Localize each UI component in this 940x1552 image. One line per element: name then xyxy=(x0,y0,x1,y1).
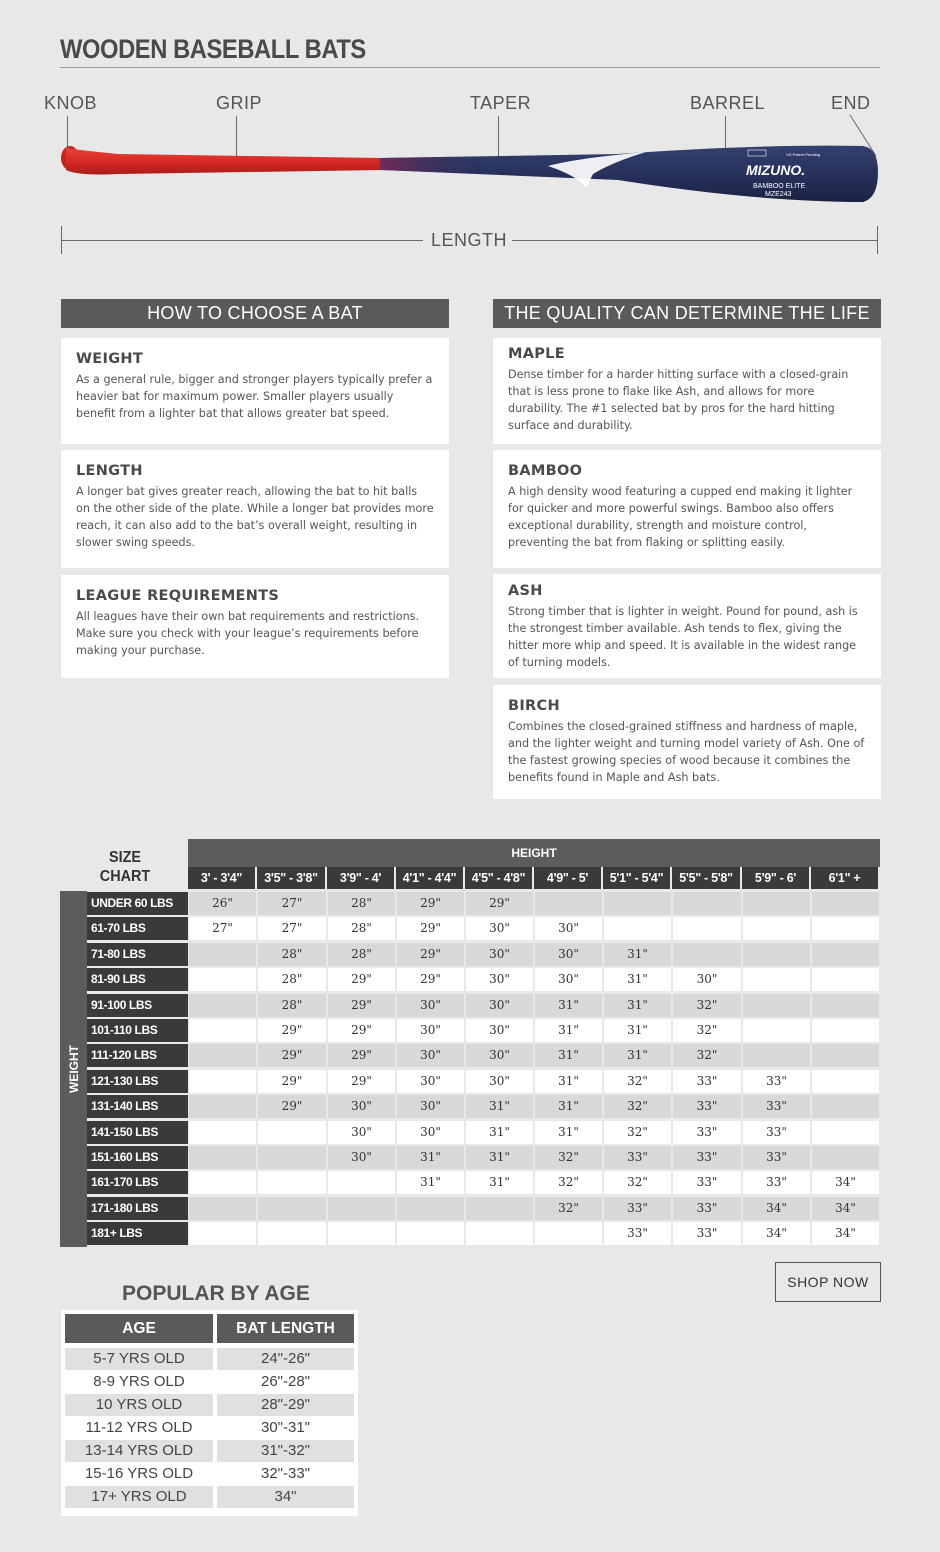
size-chart-cell: 32" xyxy=(535,1197,602,1220)
size-chart-cell: 33" xyxy=(673,1146,741,1169)
size-chart-cell: 33" xyxy=(673,1171,741,1194)
page-title: WOODEN BASEBALL BATS xyxy=(60,34,366,64)
card-body: A longer bat gives greater reach, allowing the bat to hit balls on the other side of the plate. While a longer bat provides more reach, it can also add to the bat’s overall weight, resulting in slower swing speeds. xyxy=(76,485,434,549)
length-label: LENGTH xyxy=(430,230,507,250)
size-chart-cell: 32" xyxy=(604,1095,671,1118)
knob-label: KNOB xyxy=(44,93,98,113)
weight-row-header: 141-150 LBS xyxy=(87,1121,188,1144)
size-chart-cell: 30" xyxy=(466,968,533,991)
card-title: ASH xyxy=(508,583,543,599)
size-chart-cell xyxy=(673,943,741,966)
size-chart-cell: 32" xyxy=(673,1044,741,1067)
size-chart-label xyxy=(90,848,160,886)
size-chart-cell: 32" xyxy=(604,1121,671,1144)
size-chart-cell: 30" xyxy=(535,943,602,966)
card-title: WEIGHT xyxy=(76,351,144,367)
size-chart-cell: 33" xyxy=(673,1095,741,1118)
size-chart-cell xyxy=(189,1197,256,1220)
size-chart-cell xyxy=(397,1222,464,1245)
weight-row-header: 61-70 LBS xyxy=(87,917,188,940)
bat-length-column-header: BAT LENGTH xyxy=(217,1314,354,1343)
weight-label xyxy=(60,891,87,1247)
height-column-header: 5'1" - 5'4" xyxy=(603,867,670,889)
bat-length-cell: 26"-28" xyxy=(260,1373,310,1390)
size-chart-cell: 30" xyxy=(535,968,602,991)
size-chart-cell: 28" xyxy=(328,917,395,940)
weight-row-header: UNDER 60 LBS xyxy=(87,892,188,915)
size-chart-cell xyxy=(812,917,879,940)
size-chart-cell xyxy=(535,892,602,915)
size-chart-cell: 30" xyxy=(466,994,533,1017)
grip-label: GRIP xyxy=(216,93,263,113)
size-chart-cell: 29" xyxy=(258,1019,326,1042)
weight-card xyxy=(61,338,449,444)
size-chart-cell: 30" xyxy=(466,1044,533,1067)
card-body: Strong timber that is lighter in weight. Pound for pound, ash is the strongest timber available. Ash tends to flex, giving the hitter more whip and speed. It is available in the widest range of turning models. xyxy=(508,605,858,669)
size-chart-cell xyxy=(189,1070,256,1093)
size-chart-cell xyxy=(258,1121,326,1144)
size-chart-cell xyxy=(812,1044,879,1067)
size-chart-cell xyxy=(673,892,741,915)
size-chart-cell: 27" xyxy=(258,917,326,940)
height-header: HEIGHT xyxy=(188,839,880,867)
size-chart-cell xyxy=(812,1146,879,1169)
size-chart-cell: 31" xyxy=(397,1171,464,1194)
weight-row-header: 171-180 LBS xyxy=(87,1197,188,1220)
size-chart-cell: 33" xyxy=(743,1095,810,1118)
size-chart-cell xyxy=(466,1222,533,1245)
bat-length-cell: 31"-32" xyxy=(217,1440,354,1462)
size-chart-cell: 30" xyxy=(397,1095,464,1118)
size-chart-cell xyxy=(258,1146,326,1169)
size-chart-cell: 29" xyxy=(258,1070,326,1093)
bat-model: BAMBOO ELITE xyxy=(753,183,806,190)
size-chart-cell xyxy=(743,1019,810,1042)
bat-patent: US Patent Pending xyxy=(786,152,821,157)
card-body: A high density wood featuring a cupped end making it lighter for quicker and more powerful swings. Bamboo also offers exceptional durability, strength and moisture control, preventing the bat from flaking or splitting easily. xyxy=(508,485,853,549)
age-cell: 17+ YRS OLD xyxy=(65,1486,213,1508)
age-cell: 13-14 YRS OLD xyxy=(65,1440,213,1462)
size-chart-cell: 30" xyxy=(466,917,533,940)
size-chart-cell: 30" xyxy=(397,1070,464,1093)
weight-row-header: 111-120 LBS xyxy=(87,1044,188,1067)
size-chart-cell xyxy=(812,1070,879,1093)
weight-row-header: 71-80 LBS xyxy=(87,943,188,966)
bat-length-cell: 28"-29" xyxy=(217,1394,354,1416)
size-chart-cell xyxy=(812,1121,879,1144)
length-tick-right xyxy=(877,226,878,254)
size-chart-cell: 33" xyxy=(743,1146,810,1169)
weight-row-header: 151-160 LBS xyxy=(87,1146,188,1169)
card-title: LEAGUE REQUIREMENTS xyxy=(76,588,280,604)
size-chart-cell xyxy=(812,1019,879,1042)
age-column-header: AGE xyxy=(65,1314,213,1343)
size-chart-cell xyxy=(743,1044,810,1067)
size-chart-cell xyxy=(743,994,810,1017)
size-chart-cell: 29" xyxy=(328,1070,395,1093)
bat-code: MZE243 xyxy=(765,191,792,198)
size-chart-cell: 33" xyxy=(743,1171,810,1194)
size-chart-cell: 33" xyxy=(604,1222,671,1245)
size-chart-cell: 26" xyxy=(189,892,256,915)
size-chart-cell xyxy=(812,1095,879,1118)
age-cell: 15-16 YRS OLD xyxy=(84,1465,194,1482)
age-cell: 8-9 YRS OLD xyxy=(93,1373,185,1390)
size-chart-cell: 29" xyxy=(258,1095,326,1118)
size-chart-cell: 34" xyxy=(812,1222,879,1245)
size-chart-cell xyxy=(812,943,879,966)
size-chart-cell xyxy=(258,1197,326,1220)
bat-length-cell: 24"-26" xyxy=(217,1348,354,1370)
size-chart-cell: 31" xyxy=(604,943,671,966)
size-chart-cell: 27" xyxy=(258,892,326,915)
end-label: END xyxy=(831,93,871,113)
size-chart-cell: 33" xyxy=(604,1146,671,1169)
card-body: As a general rule, bigger and stronger players typically prefer a heavier bat for maximum power. Smaller players usually benefit from a lighter bat that allows greater bat speed. xyxy=(76,373,433,420)
size-chart-cell: 29" xyxy=(397,917,464,940)
size-chart-cell: 32" xyxy=(673,994,741,1017)
size-chart-cell xyxy=(189,968,256,991)
size-chart-cell: 33" xyxy=(673,1070,741,1093)
size-chart-cell: 28" xyxy=(258,943,326,966)
bat-brand-name: MIZUNO. xyxy=(746,162,806,178)
size-chart-cell: 31" xyxy=(535,1121,602,1144)
size-chart-cell xyxy=(258,1171,326,1194)
barrel-label: BARREL xyxy=(690,93,766,113)
size-chart-cell xyxy=(189,943,256,966)
size-chart-cell xyxy=(189,1121,256,1144)
size-chart-cell: 30" xyxy=(466,1019,533,1042)
card-title: LENGTH xyxy=(76,463,143,479)
size-chart-cell xyxy=(812,994,879,1017)
ash-card xyxy=(493,574,881,678)
age-cell: 10 YRS OLD xyxy=(65,1394,213,1416)
size-chart-cell xyxy=(743,968,810,991)
card-body: Dense timber for a harder hitting surface with a closed-grain that is less prone to flake like Ash, and allows for more durability. The #1 selected bat by pros for the hard hitting surface and durability. xyxy=(508,368,849,432)
size-chart-cell: 32" xyxy=(535,1171,602,1194)
size-chart-cell: 33" xyxy=(673,1197,741,1220)
weight-row-header: 121-130 LBS xyxy=(87,1070,188,1093)
age-cell: 11-12 YRS OLD xyxy=(85,1419,193,1436)
size-chart-cell xyxy=(604,892,671,915)
bat-image xyxy=(58,140,882,212)
length-card xyxy=(61,450,449,568)
size-chart-cell xyxy=(189,1095,256,1118)
size-chart-cell: 31" xyxy=(535,1095,602,1118)
size-chart-cell: 31" xyxy=(397,1146,464,1169)
size-chart-cell: 32" xyxy=(604,1070,671,1093)
size-chart-cell xyxy=(328,1222,395,1245)
weight-row-header: 81-90 LBS xyxy=(87,968,188,991)
size-chart-cell xyxy=(397,1197,464,1220)
size-chart-label-text: SIZE CHART xyxy=(99,849,151,885)
bat-length-cell: 30"-31" xyxy=(260,1419,310,1436)
size-chart-cell: 34" xyxy=(812,1197,879,1220)
size-chart-cell: 31" xyxy=(535,1070,602,1093)
size-chart-cell: 29" xyxy=(258,1044,326,1067)
size-chart-cell: 28" xyxy=(328,943,395,966)
title-divider xyxy=(60,67,880,68)
size-chart-cell: 28" xyxy=(258,994,326,1017)
size-chart-cell: 29" xyxy=(397,943,464,966)
size-chart-cell: 30" xyxy=(535,917,602,940)
size-chart-cell: 33" xyxy=(743,1070,810,1093)
size-chart-cell: 31" xyxy=(535,1019,602,1042)
size-chart-cell: 34" xyxy=(743,1222,810,1245)
height-column-header: 6'1" + xyxy=(811,867,878,889)
size-chart-cell xyxy=(743,943,810,966)
size-chart-cell: 29" xyxy=(328,994,395,1017)
height-column-header: 4'9" - 5' xyxy=(534,867,601,889)
size-chart-cell: 31" xyxy=(466,1146,533,1169)
size-chart-cell xyxy=(466,1197,533,1220)
height-column-header: 4'5" - 4'8" xyxy=(465,867,532,889)
size-chart-cell: 30" xyxy=(328,1121,395,1144)
size-chart-cell xyxy=(189,994,256,1017)
size-chart-cell: 31" xyxy=(466,1095,533,1118)
choose-header: HOW TO CHOOSE A BAT xyxy=(61,299,449,328)
card-title: MAPLE xyxy=(508,346,565,362)
length-line-right xyxy=(512,240,878,241)
size-chart-cell: 31" xyxy=(466,1171,533,1194)
bat-length-cell: 34" xyxy=(217,1486,354,1508)
size-chart-cell: 29" xyxy=(397,892,464,915)
size-chart-cell: 30" xyxy=(466,943,533,966)
popular-by-age-table xyxy=(61,1310,358,1516)
size-chart-cell xyxy=(535,1222,602,1245)
size-chart-cell: 33" xyxy=(673,1121,741,1144)
weight-row-header: 131-140 LBS xyxy=(87,1095,188,1118)
size-chart-cell: 32" xyxy=(673,1019,741,1042)
weight-row-header: 181+ LBS xyxy=(87,1222,188,1245)
size-chart-cell xyxy=(812,968,879,991)
size-chart-cell: 30" xyxy=(328,1146,395,1169)
size-chart-cell: 32" xyxy=(604,1171,671,1194)
size-chart-cell: 32" xyxy=(535,1146,602,1169)
size-chart-cell xyxy=(328,1171,395,1194)
size-chart-cell xyxy=(258,1222,326,1245)
league-card xyxy=(61,575,449,678)
size-chart-cell: 29" xyxy=(328,968,395,991)
size-chart-cell: 33" xyxy=(743,1121,810,1144)
size-chart-cell: 30" xyxy=(397,1019,464,1042)
size-chart-cell xyxy=(189,1146,256,1169)
size-chart-cell: 30" xyxy=(397,1044,464,1067)
size-chart-cell: 33" xyxy=(604,1197,671,1220)
size-chart-cell xyxy=(189,1171,256,1194)
size-chart-cell: 29" xyxy=(466,892,533,915)
size-chart-cell xyxy=(189,1019,256,1042)
size-chart-cell: 30" xyxy=(328,1095,395,1118)
birch-card xyxy=(493,685,881,799)
size-chart-cell: 34" xyxy=(812,1171,879,1194)
size-chart-cell: 31" xyxy=(466,1121,533,1144)
weight-row-header: 161-170 LBS xyxy=(87,1171,188,1194)
size-chart-cell: 29" xyxy=(328,1019,395,1042)
size-chart-cell: 27" xyxy=(189,917,256,940)
card-body: All leagues have their own bat requirements and restrictions. Make sure you check with your league’s requirements before making your purchase. xyxy=(76,610,420,657)
taper-label: TAPER xyxy=(470,93,532,113)
size-chart-cell: 31" xyxy=(604,994,671,1017)
size-chart-cell xyxy=(604,917,671,940)
size-chart-cell xyxy=(812,892,879,915)
size-chart-cell xyxy=(743,917,810,940)
size-chart-cell: 34" xyxy=(743,1197,810,1220)
card-body: Combines the closed-grained stiffness and hardness of maple, and the lighter weight and turning model variety of Ash. One of the fastest growing species of wood because it combines the benefits found in Maple and Ash bats. xyxy=(508,720,865,784)
size-chart-cell: 30" xyxy=(397,1121,464,1144)
weight-row-header: 91-100 LBS xyxy=(87,994,188,1017)
size-chart-cell: 28" xyxy=(258,968,326,991)
size-chart-cell: 31" xyxy=(535,1044,602,1067)
bamboo-card xyxy=(493,450,881,568)
height-column-header: 3'9" - 4' xyxy=(327,867,394,889)
height-column-header: 3'5" - 3'8" xyxy=(257,867,325,889)
size-chart-cell: 31" xyxy=(604,1044,671,1067)
size-chart-cell: 30" xyxy=(466,1070,533,1093)
size-chart-cell: 33" xyxy=(673,1222,741,1245)
size-chart-cell: 30" xyxy=(397,994,464,1017)
quality-header: THE QUALITY CAN DETERMINE THE LIFE xyxy=(493,299,881,328)
maple-card xyxy=(493,338,881,444)
size-chart-cell: 30" xyxy=(673,968,741,991)
shop-now-button[interactable]: SHOP NOW xyxy=(775,1262,881,1302)
size-chart-cell xyxy=(743,892,810,915)
height-column-header: 5'5" - 5'8" xyxy=(672,867,740,889)
weight-row-header: 101-110 LBS xyxy=(87,1019,188,1042)
size-chart-cell xyxy=(673,917,741,940)
height-column-header: 5'9" - 6' xyxy=(742,867,809,889)
size-chart-cell: 29" xyxy=(328,1044,395,1067)
popular-by-age-title: POPULAR BY AGE xyxy=(122,1282,310,1305)
size-chart-cell: 31" xyxy=(535,994,602,1017)
size-chart-cell xyxy=(189,1222,256,1245)
age-cell: 5-7 YRS OLD xyxy=(65,1348,213,1370)
size-chart-cell: 31" xyxy=(604,1019,671,1042)
bat-length-cell: 32"-33" xyxy=(260,1465,310,1482)
size-chart-cell xyxy=(189,1044,256,1067)
height-column-header: 4'1" - 4'4" xyxy=(396,867,463,889)
size-chart-cell: 29" xyxy=(397,968,464,991)
height-column-header: 3' - 3'4" xyxy=(188,867,255,889)
size-chart-cell: 31" xyxy=(604,968,671,991)
length-line-left xyxy=(61,240,423,241)
weight-label-text: WEIGHT xyxy=(66,1045,81,1093)
card-title: BAMBOO xyxy=(508,463,583,479)
card-title: BIRCH xyxy=(508,698,560,714)
size-chart-cell xyxy=(328,1197,395,1220)
size-chart-cell: 28" xyxy=(328,892,395,915)
